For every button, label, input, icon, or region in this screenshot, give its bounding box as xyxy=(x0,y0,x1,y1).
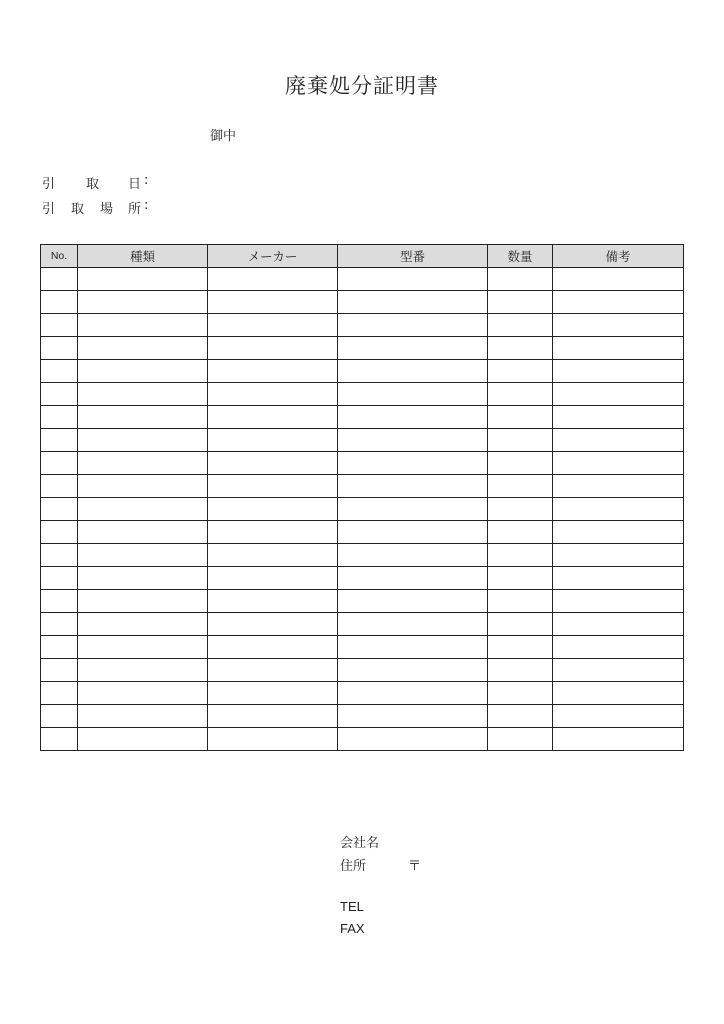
table-row xyxy=(41,659,684,682)
cell-model[interactable] xyxy=(338,337,488,360)
cell-quantity[interactable] xyxy=(488,498,553,521)
cell-type[interactable] xyxy=(78,452,208,475)
cell-model[interactable] xyxy=(338,521,488,544)
cell-notes[interactable] xyxy=(553,659,684,682)
cell-quantity[interactable] xyxy=(488,567,553,590)
cell-notes[interactable] xyxy=(553,406,684,429)
table-row xyxy=(41,268,684,291)
table-row xyxy=(41,613,684,636)
cell-no[interactable] xyxy=(41,268,78,291)
cell-type[interactable] xyxy=(78,498,208,521)
cell-no[interactable] xyxy=(41,521,78,544)
document-title: 廃棄処分証明書 xyxy=(285,74,439,98)
cell-model[interactable] xyxy=(338,291,488,314)
cell-model[interactable] xyxy=(338,452,488,475)
postal-mark: 〒 xyxy=(408,859,422,874)
tel-label: TEL xyxy=(340,899,364,914)
cell-type[interactable] xyxy=(78,613,208,636)
cell-quantity[interactable] xyxy=(488,682,553,705)
cell-no[interactable] xyxy=(41,452,78,475)
cell-maker[interactable] xyxy=(208,268,338,291)
cell-model[interactable] xyxy=(338,659,488,682)
header-quantity: 数量 xyxy=(488,245,553,268)
cell-no[interactable] xyxy=(41,682,78,705)
cell-notes[interactable] xyxy=(553,636,684,659)
cell-quantity[interactable] xyxy=(488,452,553,475)
cell-notes[interactable] xyxy=(553,521,684,544)
cell-notes[interactable] xyxy=(553,544,684,567)
cell-notes[interactable] xyxy=(553,314,684,337)
cell-model[interactable] xyxy=(338,383,488,406)
cell-model[interactable] xyxy=(338,544,488,567)
cell-maker[interactable] xyxy=(208,705,338,728)
items-table-body xyxy=(41,268,684,751)
address-field xyxy=(340,855,460,874)
cell-type[interactable] xyxy=(78,544,208,567)
table-row xyxy=(41,682,684,705)
cell-no[interactable] xyxy=(41,705,78,728)
cell-quantity[interactable] xyxy=(488,268,553,291)
cell-model[interactable] xyxy=(338,682,488,705)
table-row xyxy=(41,429,684,452)
table-row xyxy=(41,590,684,613)
cell-maker[interactable] xyxy=(208,636,338,659)
cell-type[interactable] xyxy=(78,429,208,452)
cell-model[interactable] xyxy=(338,705,488,728)
company-name-label: 会社名 xyxy=(340,836,380,851)
cell-quantity[interactable] xyxy=(488,728,553,751)
cell-model[interactable] xyxy=(338,406,488,429)
cell-quantity[interactable] xyxy=(488,705,553,728)
cell-no[interactable] xyxy=(41,429,78,452)
cell-model[interactable] xyxy=(338,590,488,613)
pickup-date-char-1: 引 xyxy=(42,177,56,192)
cell-model[interactable] xyxy=(338,728,488,751)
header-type: 種類 xyxy=(78,245,208,268)
cell-maker[interactable] xyxy=(208,383,338,406)
cell-no[interactable] xyxy=(41,613,78,636)
table-row xyxy=(41,406,684,429)
table-row xyxy=(41,314,684,337)
cell-no[interactable] xyxy=(41,498,78,521)
table-row xyxy=(41,636,684,659)
cell-model[interactable] xyxy=(338,613,488,636)
cell-quantity[interactable] xyxy=(488,475,553,498)
cell-model[interactable] xyxy=(338,498,488,521)
cell-type[interactable] xyxy=(78,406,208,429)
table-row xyxy=(41,360,684,383)
cell-type[interactable] xyxy=(78,705,208,728)
cell-quantity[interactable] xyxy=(488,291,553,314)
cell-notes[interactable] xyxy=(553,682,684,705)
cell-quantity[interactable] xyxy=(488,659,553,682)
cell-quantity[interactable] xyxy=(488,314,553,337)
cell-model[interactable] xyxy=(338,475,488,498)
table-row xyxy=(41,498,684,521)
cell-maker[interactable] xyxy=(208,728,338,751)
cell-notes[interactable] xyxy=(553,360,684,383)
cell-type[interactable] xyxy=(78,636,208,659)
cell-no[interactable] xyxy=(41,728,78,751)
cell-maker[interactable] xyxy=(208,682,338,705)
table-row xyxy=(41,383,684,406)
cell-type[interactable] xyxy=(78,682,208,705)
cell-model[interactable] xyxy=(338,636,488,659)
cell-model[interactable] xyxy=(338,360,488,383)
cell-maker[interactable] xyxy=(208,360,338,383)
cell-notes[interactable] xyxy=(553,590,684,613)
cell-type[interactable] xyxy=(78,659,208,682)
cell-notes[interactable] xyxy=(553,429,684,452)
cell-quantity[interactable] xyxy=(488,544,553,567)
cell-no[interactable] xyxy=(41,475,78,498)
pickup-place-char-3: 場 xyxy=(100,202,114,217)
cell-no[interactable] xyxy=(41,544,78,567)
cell-no[interactable] xyxy=(41,659,78,682)
table-row xyxy=(41,544,684,567)
table-row xyxy=(41,452,684,475)
cell-type[interactable] xyxy=(78,590,208,613)
cell-maker[interactable] xyxy=(208,521,338,544)
cell-quantity[interactable] xyxy=(488,429,553,452)
cell-type[interactable] xyxy=(78,360,208,383)
table-row xyxy=(41,521,684,544)
pickup-place-char-2: 取 xyxy=(71,202,85,217)
cell-maker[interactable] xyxy=(208,613,338,636)
cell-notes[interactable] xyxy=(553,705,684,728)
cell-notes[interactable] xyxy=(553,567,684,590)
cell-quantity[interactable] xyxy=(488,636,553,659)
cell-type[interactable] xyxy=(78,337,208,360)
cell-type[interactable] xyxy=(78,567,208,590)
table-row xyxy=(41,728,684,751)
cell-model[interactable] xyxy=(338,314,488,337)
table-row xyxy=(41,291,684,314)
header-maker: メーカー xyxy=(208,245,338,268)
cell-maker[interactable] xyxy=(208,291,338,314)
cell-maker[interactable] xyxy=(208,314,338,337)
table-row xyxy=(41,337,684,360)
cell-model[interactable] xyxy=(338,429,488,452)
table-header-row xyxy=(41,245,684,268)
cell-quantity[interactable] xyxy=(488,613,553,636)
pickup-date-colon: : xyxy=(144,173,149,188)
cell-maker[interactable] xyxy=(208,567,338,590)
cell-notes[interactable] xyxy=(553,268,684,291)
pickup-place-char-4: 所 xyxy=(128,202,142,217)
table-row xyxy=(41,705,684,728)
cell-no[interactable] xyxy=(41,291,78,314)
cell-maker[interactable] xyxy=(208,475,338,498)
cell-no[interactable] xyxy=(41,360,78,383)
cell-quantity[interactable] xyxy=(488,337,553,360)
cell-model[interactable] xyxy=(338,567,488,590)
cell-type[interactable] xyxy=(78,728,208,751)
header-notes: 備考 xyxy=(553,245,684,268)
pickup-date-char-3: 日 xyxy=(128,177,142,192)
pickup-place-label xyxy=(42,198,162,216)
cell-no[interactable] xyxy=(41,337,78,360)
cell-maker[interactable] xyxy=(208,498,338,521)
table-row xyxy=(41,475,684,498)
pickup-place-colon: : xyxy=(144,198,149,213)
cell-type[interactable] xyxy=(78,291,208,314)
cell-notes[interactable] xyxy=(553,291,684,314)
header-no: No. xyxy=(41,245,78,268)
cell-type[interactable] xyxy=(78,314,208,337)
cell-notes[interactable] xyxy=(553,452,684,475)
items-table xyxy=(40,244,684,751)
cell-notes[interactable] xyxy=(553,475,684,498)
cell-type[interactable] xyxy=(78,268,208,291)
header-model: 型番 xyxy=(338,245,488,268)
pickup-place-char-1: 引 xyxy=(42,202,56,217)
cell-type[interactable] xyxy=(78,383,208,406)
pickup-date-label xyxy=(42,173,162,191)
cell-quantity[interactable] xyxy=(488,521,553,544)
recipient-suffix: 御中 xyxy=(210,129,237,144)
cell-maker[interactable] xyxy=(208,429,338,452)
cell-no[interactable] xyxy=(41,383,78,406)
address-label: 住所 xyxy=(340,859,367,874)
cell-no[interactable] xyxy=(41,314,78,337)
cell-maker[interactable] xyxy=(208,406,338,429)
cell-maker[interactable] xyxy=(208,659,338,682)
cell-no[interactable] xyxy=(41,567,78,590)
cell-no[interactable] xyxy=(41,406,78,429)
cell-maker[interactable] xyxy=(208,452,338,475)
cell-quantity[interactable] xyxy=(488,590,553,613)
cell-model[interactable] xyxy=(338,268,488,291)
table-row xyxy=(41,567,684,590)
cell-notes[interactable] xyxy=(553,728,684,751)
cell-quantity[interactable] xyxy=(488,406,553,429)
cell-notes[interactable] xyxy=(553,498,684,521)
pickup-date-char-2: 取 xyxy=(86,177,100,192)
cell-maker[interactable] xyxy=(208,337,338,360)
cell-notes[interactable] xyxy=(553,613,684,636)
cell-quantity[interactable] xyxy=(488,360,553,383)
cell-type[interactable] xyxy=(78,521,208,544)
fax-label: FAX xyxy=(340,921,365,936)
cell-notes[interactable] xyxy=(553,383,684,406)
cell-quantity[interactable] xyxy=(488,383,553,406)
cell-notes[interactable] xyxy=(553,337,684,360)
cell-no[interactable] xyxy=(41,590,78,613)
cell-maker[interactable] xyxy=(208,590,338,613)
cell-type[interactable] xyxy=(78,475,208,498)
cell-no[interactable] xyxy=(41,636,78,659)
cell-maker[interactable] xyxy=(208,544,338,567)
